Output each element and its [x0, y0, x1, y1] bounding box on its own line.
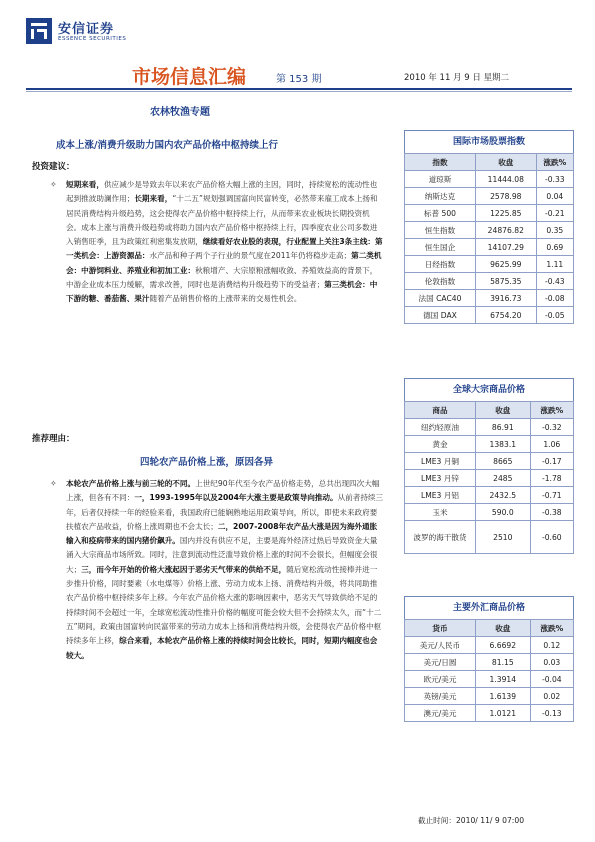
reason-paragraph: [66, 477, 384, 663]
table-row: [405, 239, 574, 256]
brand-name-en: ESSENCE SECURITIES: [58, 36, 127, 42]
paragraph-segment: 短期来看，: [66, 180, 104, 189]
table-row: [405, 521, 574, 554]
commodity-box: [404, 378, 574, 554]
close-value-cell: 6754.20: [475, 307, 536, 324]
change-percent-cell: -0.71: [530, 487, 573, 504]
issue-number: 第 153 期: [276, 74, 322, 85]
change-percent-cell: -0.13: [530, 705, 573, 722]
row-name-cell: 英镑/美元: [405, 688, 476, 705]
paragraph-segment: 从前者持续三年，后者仅持续一年的经验来看，我国政府已能娴熟地运用政策导向，所以，即使未来政府要扶植农产品收益，价格上涨周期也不会太长；: [66, 493, 384, 531]
change-percent-cell: -0.05: [536, 307, 573, 324]
close-value-cell: 8665: [475, 453, 530, 470]
paragraph-segment: 上世纪90年代至今农产品价格走势，总共出现四次大幅上涨，但各有不同：: [66, 479, 380, 503]
column-header: 商品: [405, 402, 476, 419]
change-percent-cell: -0.33: [536, 171, 573, 188]
publication-date: 2010 年 11 月 9 日 星期二: [404, 73, 510, 83]
paragraph-segment: “十二五”规划强调国富向民富转变，必然带来雇工成本上扬和居民消费结构升级趋势，这会使得农产品价格中枢持续上行，从而带来农业板块长期投资机会。成本上涨与消费升级趋势或将助力国内农产品价格中枢持续上行，四季度农业公司多数进入销售旺季，且为政策红利密集发放期，: [66, 194, 378, 247]
advice-label: 投资建议：: [32, 162, 75, 172]
change-percent-cell: 0.04: [536, 188, 573, 205]
column-header: 收盘: [475, 402, 530, 419]
paragraph-segment: 供应减少是导致去年以来农产品价格大幅上涨的主因，同时，持续宽松的流动性也起到推波助澜作用；: [66, 180, 378, 204]
close-value-cell: 1.3914: [475, 671, 530, 688]
table-row: [405, 453, 574, 470]
paragraph-segment: 随着产品销售价格的上涨带来的交易性机会。: [149, 294, 302, 304]
paragraph-segment: 水产品和种子两个子行业的景气度在2011年仍将稳步走高；: [149, 251, 352, 261]
close-value-cell: 2510: [475, 521, 530, 554]
stock-box-title: 国际市场股票指数: [404, 130, 574, 153]
change-percent-cell: -0.32: [530, 419, 573, 436]
paragraph-segment: 继续看好农业股的表现，行业配置上关注3条主线：第一类机会：上游资源品：: [66, 237, 383, 261]
change-percent-cell: -0.08: [536, 290, 573, 307]
article-headline: 成本上涨/消费升级助力国内农产品价格中枢持续上行: [56, 140, 278, 151]
close-value-cell: 81.15: [475, 654, 530, 671]
change-percent-cell: 1.11: [536, 256, 573, 273]
paragraph-segment: 国内并没有供应不足，主要是海外经济过热后导致资金大量涌入大宗商品市场所致。同时，注意到流动性泛滥导致价格上涨的时间不会很长，但幅度会很大；: [66, 536, 378, 574]
change-percent-cell: 0.02: [530, 688, 573, 705]
table-row: [405, 256, 574, 273]
change-percent-cell: -0.38: [530, 504, 573, 521]
table-row: [405, 705, 574, 722]
stock-index-box: [404, 130, 574, 324]
close-value-cell: 2432.5: [475, 487, 530, 504]
commodity-box-title: 全球大宗商品价格: [404, 378, 574, 401]
brand-logo: [26, 16, 166, 56]
row-name-cell: 恒生指数: [405, 222, 476, 239]
change-percent-cell: 0.03: [530, 654, 573, 671]
close-value-cell: 2578.98: [475, 188, 536, 205]
change-percent-cell: -0.17: [530, 453, 573, 470]
table-row: [405, 504, 574, 521]
change-percent-cell: -1.78: [530, 470, 573, 487]
paragraph-segment: 一，1993-1995年以及2004年大涨主要是政策导向推动。: [134, 493, 338, 503]
brand-name-cn: 安信证券: [58, 22, 115, 37]
row-name-cell: 美元/日圆: [405, 654, 476, 671]
publication-title: 市场信息汇编: [132, 66, 247, 88]
close-value-cell: 86.91: [475, 419, 530, 436]
table-row: [405, 222, 574, 239]
column-header: 涨跌%: [536, 154, 573, 171]
column-header: 收盘: [475, 154, 536, 171]
change-percent-cell: -0.60: [530, 521, 573, 554]
paragraph-segment: 第三类机会：中下游的糖、番茄酱、果汁: [66, 280, 378, 304]
table-row: [405, 671, 574, 688]
table-row: [405, 654, 574, 671]
row-name-cell: 法国 CAC40: [405, 290, 476, 307]
row-name-cell: 玉米: [405, 504, 476, 521]
table-row: [405, 188, 574, 205]
row-name-cell: 日经指数: [405, 256, 476, 273]
paragraph-segment: 第二类机会：中游饲料业、养殖业和初加工业：: [66, 251, 382, 275]
close-value-cell: 6.6692: [475, 637, 530, 654]
row-name-cell: 标普 500: [405, 205, 476, 222]
fx-table: [404, 619, 574, 722]
close-value-cell: 3916.73: [475, 290, 536, 307]
table-row: [405, 470, 574, 487]
close-value-cell: 11444.08: [475, 171, 536, 188]
row-name-cell: LME3 月铝: [405, 487, 476, 504]
change-percent-cell: -0.04: [530, 671, 573, 688]
table-row: [405, 637, 574, 654]
table-row: [405, 688, 574, 705]
column-header: 涨跌%: [530, 402, 573, 419]
paragraph-segment: 本轮农产品价格上涨与前三轮的不同。: [66, 479, 196, 488]
reason-sub-headline: 四轮农产品价格上涨，原因各异: [140, 457, 274, 468]
fx-box: [404, 596, 574, 722]
brand-mark-icon: [26, 18, 52, 44]
reason-bullet-icon: ✧: [50, 479, 57, 488]
row-name-cell: 澳元/美元: [405, 705, 476, 722]
row-name-cell: LME3 月铜: [405, 453, 476, 470]
row-name-cell: 黄金: [405, 436, 476, 453]
change-percent-cell: 0.12: [530, 637, 573, 654]
paragraph-segment: 二，2007-2008年农产品大涨是因为海外通胀输入和疫病带来的国内猪价飙升。: [66, 521, 378, 546]
column-header: 指数: [405, 154, 476, 171]
close-value-cell: 2485: [475, 470, 530, 487]
close-value-cell: 1225.85: [475, 205, 536, 222]
paragraph-segment: 秋粮增产、大宗原粮涨幅收敛、养殖效益高的背景下，中游企业成本压力缓解，需求改善，同时也是消费结构升级趋势下的受益者；: [66, 265, 378, 290]
row-name-cell: LME3 月锌: [405, 470, 476, 487]
paragraph-segment: 综合来看，本轮农产品价格上涨的持续时间会比较长，同时，短期内幅度也会较大。: [66, 636, 378, 660]
row-name-cell: 纽约轻原油: [405, 419, 476, 436]
row-name-cell: 德国 DAX: [405, 307, 476, 324]
close-value-cell: 9625.99: [475, 256, 536, 273]
table-row: [405, 290, 574, 307]
cutoff-time: 截止时间：2010/ 11/ 9 07:00: [418, 816, 525, 825]
stock-index-table: [404, 153, 574, 324]
row-name-cell: 欧元/美元: [405, 671, 476, 688]
column-header: 收盘: [475, 620, 530, 637]
reason-label: 推荐理由：: [32, 434, 75, 444]
close-value-cell: 14107.29: [475, 239, 536, 256]
change-percent-cell: -0.43: [536, 273, 573, 290]
close-value-cell: 1.6139: [475, 688, 530, 705]
row-name-cell: 伦敦指数: [405, 273, 476, 290]
row-name-cell: 道琼斯: [405, 171, 476, 188]
row-name-cell: 美元/人民币: [405, 637, 476, 654]
paragraph-segment: 长期来看，: [134, 194, 173, 204]
row-name-cell: 恒生国企: [405, 239, 476, 256]
close-value-cell: 1383.1: [475, 436, 530, 453]
topic-title: 农林牧渔专题: [150, 107, 210, 118]
fx-box-title: 主要外汇商品价格: [404, 596, 574, 619]
header-divider: [26, 88, 572, 90]
change-percent-cell: 0.35: [536, 222, 573, 239]
table-row: [405, 171, 574, 188]
column-header: 涨跌%: [530, 620, 573, 637]
close-value-cell: 24876.82: [475, 222, 536, 239]
table-row: [405, 273, 574, 290]
close-value-cell: 1.0121: [475, 705, 530, 722]
paragraph-segment: 随后宽松流动性接棒并进一步推升价格，同时要素（水电煤等）价格上涨、劳动力成本上扬、消费结构升级，将共同助推农产品价格中枢持续多年上移。今年农产品价格大涨的影响因素中，恶劣天气导致供给不足的持续时间不会超过一年，全球宽松流动性推升价格的幅度可能会较大但不会持续太久，而“十二五”期间，政策由国富转向民富带来的劳动力成本上扬和消费结构升级，会使得农产品价格中枢持续多年上移，: [66, 564, 382, 646]
table-row: [405, 307, 574, 324]
header-divider-thin: [26, 91, 572, 92]
commodity-table: [404, 401, 574, 554]
close-value-cell: 590.0: [475, 504, 530, 521]
table-row: [405, 205, 574, 222]
table-row: [405, 436, 574, 453]
column-header: 货币: [405, 620, 476, 637]
row-name-cell: 纳斯达克: [405, 188, 476, 205]
table-row: [405, 487, 574, 504]
row-name-cell: 波罗的海干散货: [405, 521, 476, 554]
advice-bullet-icon: ✧: [50, 180, 57, 189]
paragraph-segment: 三，而今年开始的价格大涨起因于恶劣天气带来的供给不足，: [81, 564, 287, 574]
change-percent-cell: 0.69: [536, 239, 573, 256]
change-percent-cell: -0.21: [536, 205, 573, 222]
close-value-cell: 5875.35: [475, 273, 536, 290]
advice-paragraph: [66, 178, 384, 307]
table-row: [405, 419, 574, 436]
change-percent-cell: 1.06: [530, 436, 573, 453]
